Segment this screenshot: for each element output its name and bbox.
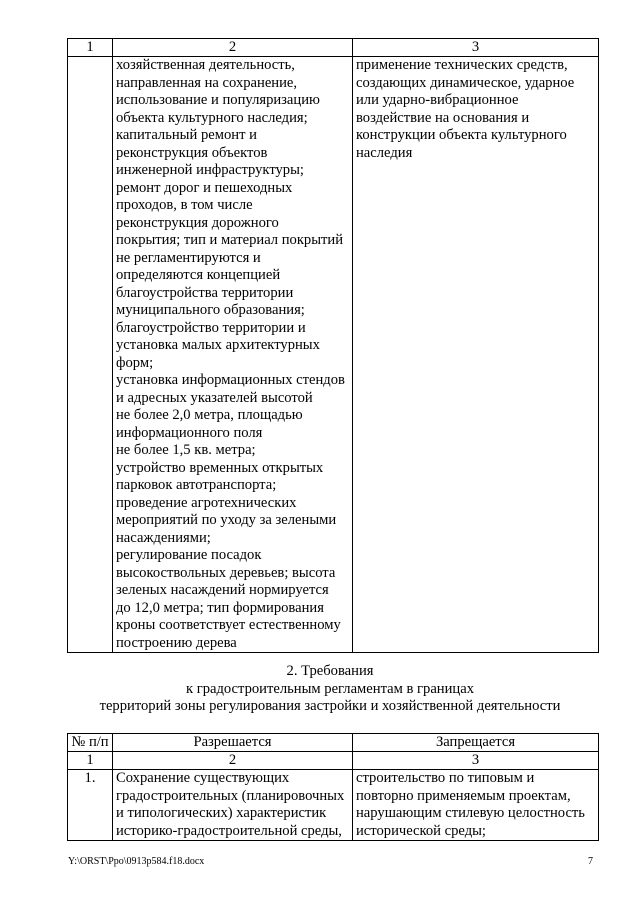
text-line: воздействие на основания и bbox=[356, 109, 530, 126]
text-line: направленная на сохранение, bbox=[116, 74, 298, 91]
text-line: кроны соответствует естественному bbox=[116, 617, 341, 633]
column-number-2: 2 bbox=[113, 752, 353, 770]
text-line: не регламентируются и bbox=[116, 249, 261, 266]
text-line: построению дерева bbox=[116, 634, 237, 651]
heading-line: к градостроительным регламентам в границах bbox=[185, 680, 475, 697]
text-line: мероприятий по уходу за зелеными bbox=[116, 512, 337, 528]
text-line: покрытия; тип и материал покрытий bbox=[116, 232, 344, 248]
text-line: ремонт дорог и пешеходных bbox=[116, 179, 293, 196]
column-number-row bbox=[68, 752, 599, 770]
text-line: высокоствольных деревьев; высота bbox=[116, 564, 336, 581]
text-line: хозяйственная деятельность, bbox=[116, 57, 295, 73]
text-line: исторической среды; bbox=[356, 822, 486, 839]
row-number-cell bbox=[68, 57, 113, 653]
column-number-1: 1 bbox=[68, 752, 113, 770]
text-line: форм; bbox=[116, 354, 154, 371]
text-line: установка информационных стендов bbox=[116, 372, 345, 388]
text-line: благоустройство территории и bbox=[116, 319, 306, 336]
table-header-row bbox=[68, 734, 599, 752]
text-line: не более 2,0 метра, площадью bbox=[116, 407, 303, 423]
header-prohibited: Запрещается bbox=[353, 734, 599, 752]
text-line: установка малых архитектурных bbox=[116, 337, 320, 353]
text-line: создающих динамическое, ударное bbox=[356, 74, 575, 91]
text-line: нарушающим стилевую целостность bbox=[356, 805, 585, 821]
text-line: строительство по типовым и bbox=[356, 770, 535, 786]
text-line: насаждениями; bbox=[116, 529, 211, 546]
text-line: зеленых насаждений нормируется bbox=[116, 582, 329, 598]
text-line: и адресных указателей высотой bbox=[116, 389, 313, 406]
text-line: устройство временных открытых bbox=[116, 459, 324, 476]
heading-line: территорий зоны регулирования застройки и хозяйственной деятельности bbox=[99, 698, 561, 714]
column-number-1: 1 bbox=[68, 39, 113, 57]
table-requirements bbox=[67, 733, 599, 841]
text-line: до 12,0 метра; тип формирования bbox=[116, 599, 324, 616]
allowed-cell bbox=[113, 57, 353, 653]
text-line: Сохранение существующих bbox=[116, 770, 290, 786]
column-number-row bbox=[68, 39, 599, 57]
text-line: регулирование посадок bbox=[116, 547, 262, 563]
row-number-cell: 1. bbox=[68, 770, 113, 841]
text-line: конструкции объекта культурного bbox=[356, 127, 567, 143]
text-line: не более 1,5 кв. метра; bbox=[116, 442, 256, 458]
text-line: благоустройства территории bbox=[116, 284, 294, 301]
column-number-3: 3 bbox=[353, 39, 599, 57]
heading-line: 2. Требования bbox=[286, 663, 374, 679]
text-line: реконструкция дорожного bbox=[116, 214, 279, 231]
text-line: инженерной инфраструктуры; bbox=[116, 162, 304, 178]
text-line: и типологических) характеристик bbox=[116, 805, 327, 821]
text-line: или ударно-вибрационное bbox=[356, 92, 519, 108]
prohibited-cell bbox=[353, 57, 599, 653]
header-number: № п/п bbox=[68, 734, 113, 752]
file-path: Y:\ORST\Ppo\0913p584.f18.docx bbox=[68, 856, 205, 867]
text-line: проходов, в том числе bbox=[116, 197, 253, 213]
page-number: 7 bbox=[588, 856, 593, 867]
table-row bbox=[68, 770, 599, 841]
prohibited-cell bbox=[353, 770, 599, 841]
table-row bbox=[68, 57, 599, 653]
text-line: парковок автотранспорта; bbox=[116, 477, 277, 493]
header-allowed: Разрешается bbox=[113, 734, 353, 752]
text-line: муниципального образования; bbox=[116, 302, 305, 318]
text-line: использование и популяризацию bbox=[116, 92, 320, 108]
text-line: объекта культурного наследия; bbox=[116, 109, 308, 126]
column-number-2: 2 bbox=[113, 39, 353, 57]
column-number-3: 3 bbox=[353, 752, 599, 770]
text-line: капитальный ремонт и bbox=[116, 127, 257, 143]
allowed-cell bbox=[113, 770, 353, 841]
text-line: определяются концепцией bbox=[116, 267, 281, 283]
text-line: проведение агротехнических bbox=[116, 494, 297, 511]
text-line: реконструкция объектов bbox=[116, 144, 268, 161]
text-line: повторно применяемым проектам, bbox=[356, 787, 571, 804]
table-continuation bbox=[67, 38, 599, 653]
section-heading bbox=[40, 663, 620, 716]
text-line: применение технических средств, bbox=[356, 57, 568, 73]
text-line: градостроительных (планировочных bbox=[116, 787, 345, 804]
text-line: наследия bbox=[356, 144, 413, 161]
text-line: информационного поля bbox=[116, 424, 263, 441]
text-line: историко-градостроительной среды, bbox=[116, 822, 342, 839]
